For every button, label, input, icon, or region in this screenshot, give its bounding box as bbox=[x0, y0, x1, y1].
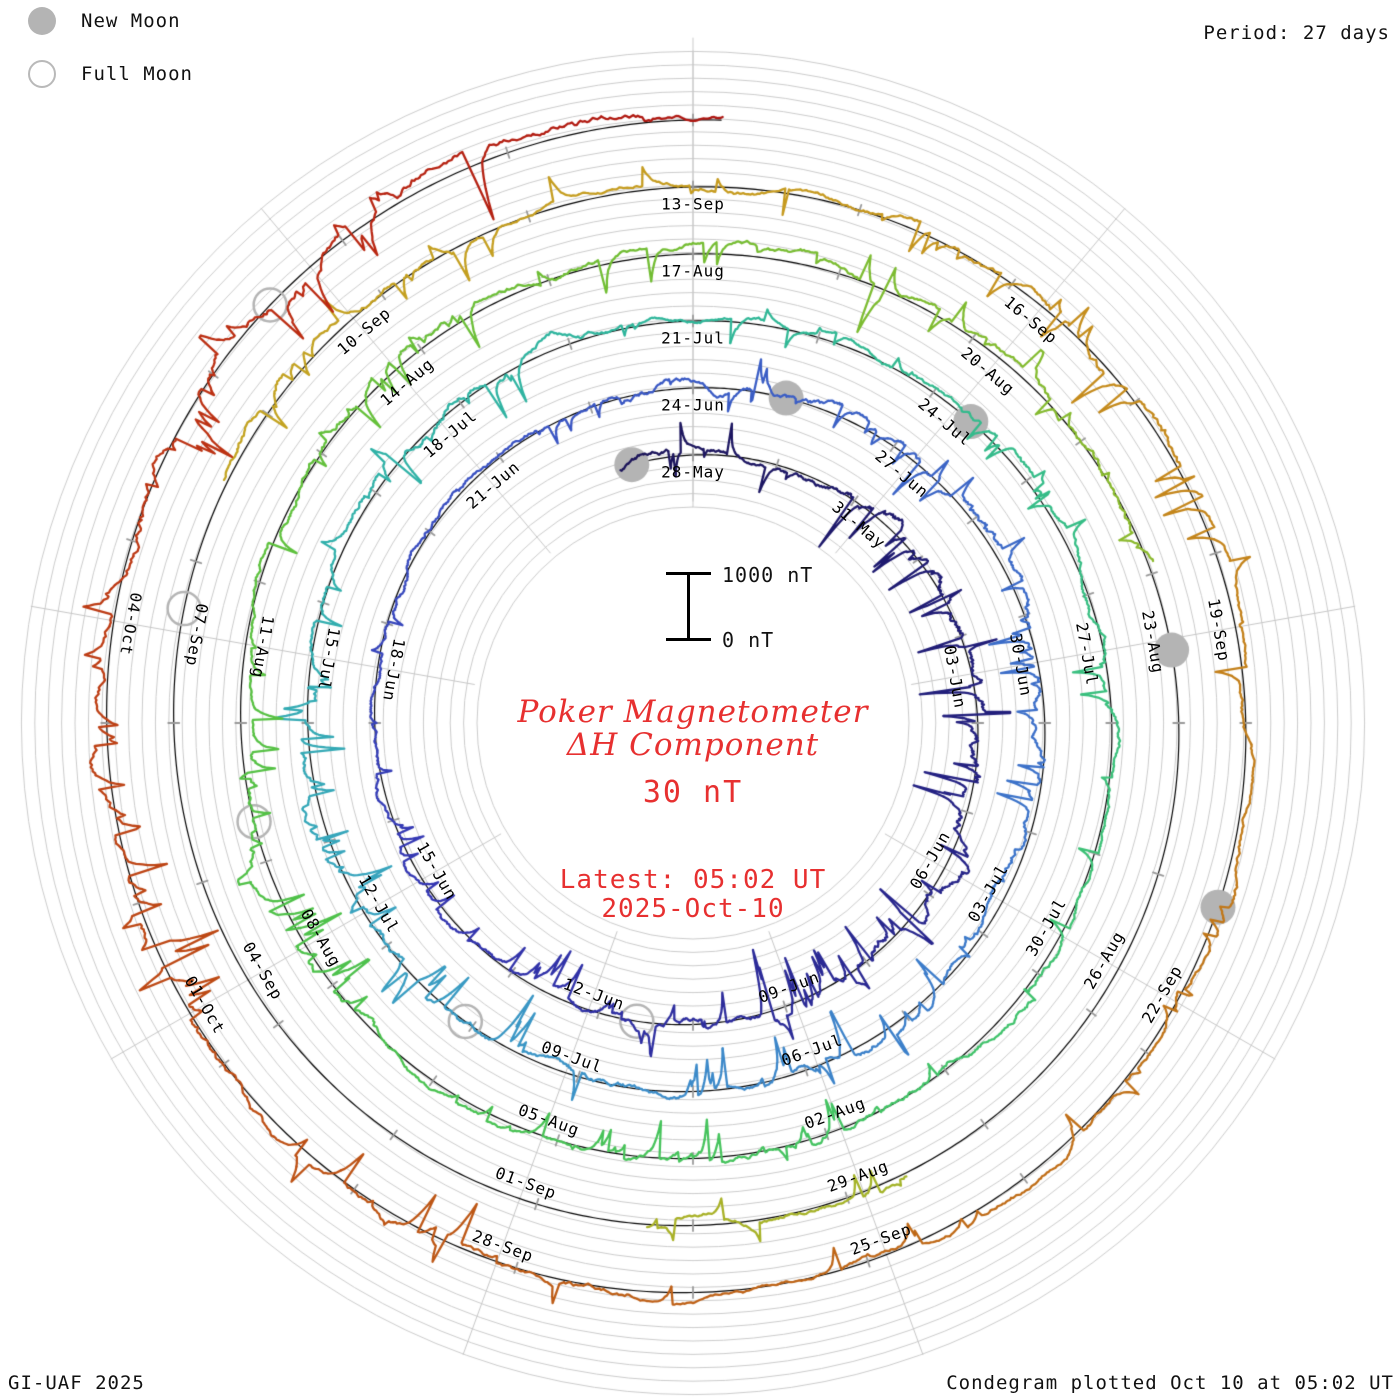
ring-date-label: 12-Jul bbox=[354, 871, 404, 937]
ring-date-label: 29-Aug bbox=[824, 1155, 891, 1196]
scalebar-bar bbox=[687, 573, 690, 640]
ring-date-label: 30-Jun bbox=[1005, 632, 1036, 699]
legend-full-moon bbox=[28, 59, 193, 89]
ring-date-label: 13-Sep bbox=[661, 194, 725, 214]
period-label: Period: 27 days bbox=[1203, 22, 1390, 44]
ring-date-label: 09-Jun bbox=[755, 967, 823, 1007]
latest-date: 2025-Oct-10 bbox=[601, 894, 785, 924]
ring-date-label: 08-Aug bbox=[296, 905, 346, 971]
ring-date-label: 01-Oct bbox=[180, 972, 230, 1038]
ring-date-label: 09-Jul bbox=[538, 1036, 605, 1077]
new-moon-label: New Moon bbox=[81, 10, 181, 32]
ring-date-label: 26-Aug bbox=[1079, 927, 1128, 993]
ring-date-label: 18-Jul bbox=[419, 405, 481, 462]
ring-date-label: 27-Jul bbox=[1071, 620, 1102, 687]
ring-date-label: 30-Jul bbox=[1021, 894, 1070, 960]
plotted-label: Condegram plotted Oct 10 at 05:02 UT bbox=[946, 1372, 1394, 1394]
ring-date-label: 12-Jun bbox=[561, 973, 628, 1014]
ring-date-label: 05-Aug bbox=[515, 1099, 582, 1140]
ring-date-label: 24-Jul bbox=[914, 394, 976, 451]
ring-date-label: 16-Sep bbox=[1000, 291, 1062, 348]
ring-date-label: 14-Aug bbox=[376, 354, 438, 411]
ring-date-label: 23-Aug bbox=[1137, 608, 1168, 675]
plot-title-line1: Poker Magnetometer bbox=[517, 694, 869, 730]
ring-date-label: 25-Sep bbox=[847, 1218, 914, 1259]
ring-date-label: 15-Jul bbox=[313, 625, 344, 692]
center-title-block bbox=[518, 696, 869, 924]
ring-date-label: 01-Sep bbox=[492, 1162, 559, 1203]
ring-date-label: 04-Oct bbox=[115, 590, 146, 657]
ring-date-label: 24-Jun bbox=[661, 395, 725, 415]
full-moon-label: Full Moon bbox=[81, 63, 193, 85]
ring-date-label: 31-May bbox=[828, 497, 890, 553]
plot-title-line2: ΔH Component bbox=[566, 727, 820, 763]
scalebar-bottom-label: 0 nT bbox=[722, 628, 775, 652]
ring-date-label: 06-Jul bbox=[778, 1029, 846, 1070]
full-moon-icon bbox=[28, 60, 56, 88]
ring-date-label: 28-Sep bbox=[469, 1225, 536, 1266]
ring-date-label: 02-Aug bbox=[801, 1092, 869, 1133]
moon-legend bbox=[28, 6, 193, 112]
ring-date-label: 28-May bbox=[661, 462, 725, 482]
ring-date-label: 19-Sep bbox=[1203, 597, 1234, 664]
ring-date-label: 15-Jun bbox=[412, 838, 462, 904]
credit-label: GI-UAF 2025 bbox=[8, 1372, 145, 1394]
ring-date-label: 06-Jun bbox=[905, 827, 954, 893]
ring-date-label: 20-Aug bbox=[957, 343, 1019, 399]
scalebar-bottom-cap bbox=[666, 638, 711, 641]
ring-date-label: 03-Jul bbox=[963, 860, 1012, 926]
ring-date-label: 21-Jul bbox=[661, 328, 725, 348]
scalebar-top-label: 1000 nT bbox=[722, 563, 814, 587]
ring-date-label: 04-Sep bbox=[238, 938, 288, 1004]
ring-date-label: 22-Sep bbox=[1137, 961, 1186, 1027]
ring-date-label: 10-Sep bbox=[333, 303, 395, 359]
ring-date-label: 03-Jun bbox=[939, 643, 970, 710]
ring-date-label: 07-Sep bbox=[181, 602, 212, 669]
new-moon-icon bbox=[28, 7, 56, 35]
ring-date-label: 27-Jun bbox=[871, 445, 933, 502]
per-division-scale: 30 nT bbox=[642, 775, 744, 810]
latest-time: Latest: 05:02 UT bbox=[559, 865, 827, 895]
ring-date-label: 11-Aug bbox=[247, 614, 278, 681]
ring-date-label: 18-Jun bbox=[379, 637, 410, 704]
ring-date-label: 21-Jun bbox=[462, 457, 524, 513]
legend-new-moon bbox=[28, 6, 193, 36]
ring-date-label: 17-Aug bbox=[661, 261, 725, 281]
amplitude-scalebar bbox=[666, 563, 866, 652]
